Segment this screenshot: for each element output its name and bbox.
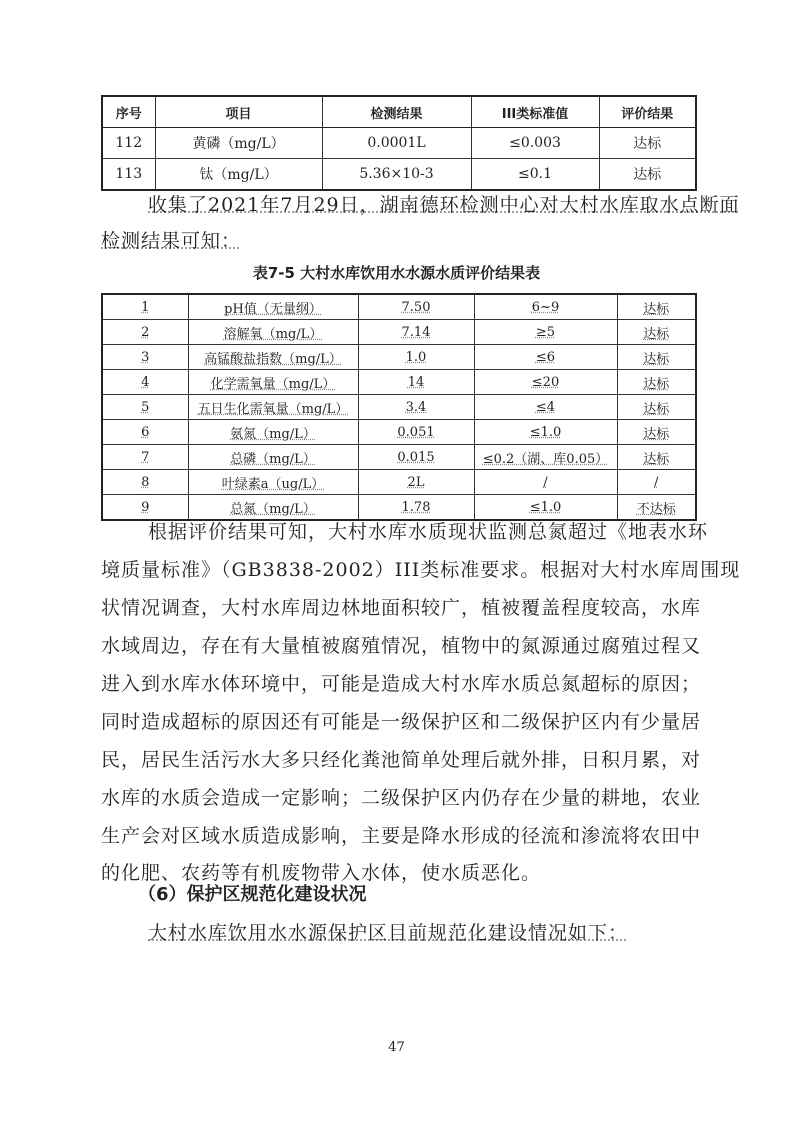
cell-text: 达标	[643, 451, 670, 467]
cell-text: 总磷（mg/L）	[230, 451, 316, 467]
cell-text: ≤20	[531, 374, 560, 390]
section-heading: （6）保护区规范化建设状况	[138, 884, 367, 905]
header-cell: III类标准值	[471, 96, 599, 128]
cell	[358, 395, 474, 420]
cell-text: pH值（无量纲）	[224, 301, 322, 317]
cell	[617, 445, 696, 470]
cell	[617, 470, 696, 495]
cell-text: ≥5	[535, 324, 556, 340]
cell-text: 达标	[643, 326, 670, 342]
cell	[102, 370, 188, 395]
cell	[188, 445, 358, 470]
cell-text: /	[654, 474, 659, 490]
cell	[358, 320, 474, 345]
cell	[617, 395, 696, 420]
table-header-row	[102, 96, 696, 128]
cell-text: 4	[141, 374, 150, 390]
paragraph-line: 境质量标准》（GB3838-2002）III类标准要求。根据对大村水库周围现	[101, 559, 741, 581]
paragraph-line: 生产会对区域水质造成影响，主要是降水形成的径流和渗流将农田中	[101, 825, 702, 847]
cell: ≤0.003	[471, 128, 599, 159]
cell-text: 高锰酸盐指数（mg/L）	[204, 351, 342, 367]
cell-text: 7	[141, 449, 150, 465]
cell	[474, 294, 617, 320]
cell	[102, 470, 188, 495]
cell-text: 6~9	[531, 299, 560, 315]
header-cell: 评价结果	[599, 96, 696, 128]
cell-text: 1.78	[401, 499, 431, 515]
cell-text: 2	[141, 324, 150, 340]
cell-text: 达标	[643, 376, 670, 392]
cell-text: /	[543, 474, 548, 490]
cell	[358, 345, 474, 370]
paragraph-line: 大村水库饮用水水源保护区目前规范化建设情况如下：	[148, 922, 629, 944]
paragraph-line: 水库的水质会造成一定影响；二级保护区内仍存在少量的耕地，农业	[101, 787, 702, 809]
cell	[188, 420, 358, 445]
cell	[617, 345, 696, 370]
cell: 112	[102, 128, 155, 159]
cell	[474, 345, 617, 370]
cell-text: ≤1.0	[529, 424, 562, 440]
paragraph-line: 民，居民生活污水大多只经化粪池简单处理后就外排，日积月累，对	[101, 749, 702, 771]
table-top	[101, 95, 697, 191]
table-row	[102, 445, 696, 470]
cell-text: 8	[141, 474, 150, 490]
cell	[358, 294, 474, 320]
cell-text: 总氮（mg/L）	[230, 501, 316, 517]
cell-text: ≤0.2（湖、库0.05）	[482, 451, 609, 467]
table-caption: 表7-5 大村水库饮用水水源水质评价结果表	[252, 264, 541, 282]
paragraph-line: 进入到水库水体环境中，可能是造成大村水库水质总氮超标的原因；	[101, 673, 702, 695]
page-number: 47	[388, 1040, 405, 1055]
cell	[617, 294, 696, 320]
table-row	[102, 159, 696, 191]
cell	[474, 395, 617, 420]
table-row	[102, 294, 696, 320]
header-cell: 项目	[155, 96, 322, 128]
paragraph-line: 收集了2021年7月29日，湖南德环检测中心对大村水库取水点断面	[148, 194, 740, 216]
cell	[102, 395, 188, 420]
cell	[358, 470, 474, 495]
cell: 0.0001L	[322, 128, 471, 159]
cell-text: 6	[141, 424, 150, 440]
cell	[102, 320, 188, 345]
table-row	[102, 420, 696, 445]
cell	[102, 445, 188, 470]
cell	[474, 445, 617, 470]
cell-text: 2L	[407, 474, 425, 490]
paragraph-line: 检测结果可知：	[101, 230, 242, 252]
cell: ≤0.1	[471, 159, 599, 191]
table-row	[102, 470, 696, 495]
cell	[188, 320, 358, 345]
cell-text: ≤6	[535, 349, 556, 365]
cell: 5.36×10-3	[322, 159, 471, 191]
cell: 113	[102, 159, 155, 191]
cell: 钛（mg/L）	[155, 159, 322, 191]
table-row	[102, 370, 696, 395]
table-row	[102, 395, 696, 420]
cell	[188, 370, 358, 395]
cell	[358, 445, 474, 470]
cell	[188, 470, 358, 495]
cell-text: ≤4	[535, 399, 556, 415]
cell-text: 达标	[643, 426, 670, 442]
cell-text: 0.051	[397, 424, 435, 440]
cell-text: 化学需氧量（mg/L）	[210, 376, 336, 392]
cell-text: 氨氮（mg/L）	[230, 426, 316, 442]
cell-text: 5	[141, 399, 150, 415]
cell-text: 1.0	[405, 349, 427, 365]
cell: 达标	[599, 159, 696, 191]
cell	[358, 420, 474, 445]
cell: 达标	[599, 128, 696, 159]
cell	[617, 370, 696, 395]
paragraph-line: 同时造成超标的原因还有可能是一级保护区和二级保护区内有少量居	[101, 711, 702, 733]
paragraph-line: 根据评价结果可知，大村水库水质现状监测总氮超过《地表水环	[148, 521, 709, 543]
cell	[188, 294, 358, 320]
paragraph-line: 水域周边，存在有大量植被腐殖情况，植物中的氮源通过腐殖过程又	[101, 635, 702, 657]
cell-text: 叶绿素a（ug/L）	[221, 476, 325, 492]
cell-text: 达标	[643, 401, 670, 417]
cell	[617, 420, 696, 445]
cell-text: 7.50	[401, 299, 431, 315]
cell-text: 溶解氧（mg/L）	[223, 326, 323, 342]
cell-text: 不达标	[636, 501, 676, 517]
paragraph-line: 状情况调查，大村水库周边林地面积较广，植被覆盖程度较高，水库	[101, 597, 702, 619]
cell-text: 达标	[643, 301, 670, 317]
cell	[102, 420, 188, 445]
water-quality-table	[101, 293, 697, 521]
cell	[474, 420, 617, 445]
cell	[188, 395, 358, 420]
cell	[102, 294, 188, 320]
cell-text: ≤1.0	[529, 499, 562, 515]
cell-text: 9	[141, 499, 150, 515]
cell-text: 3	[141, 349, 150, 365]
cell	[358, 370, 474, 395]
cell: 黄磷（mg/L）	[155, 128, 322, 159]
cell-text: 0.015	[397, 449, 435, 465]
cell-text: 7.14	[401, 324, 431, 340]
cell-text: 五日生化需氧量（mg/L）	[197, 401, 349, 417]
cell-text: 1	[141, 299, 150, 315]
cell-text: 达标	[643, 351, 670, 367]
cell	[188, 345, 358, 370]
table-row	[102, 128, 696, 159]
header-cell: 检测结果	[322, 96, 471, 128]
cell-text: 14	[407, 374, 425, 390]
cell	[617, 320, 696, 345]
paragraph-line: 的化肥、农药等有机废物带入水体，使水质恶化。	[101, 862, 542, 884]
cell	[474, 320, 617, 345]
table-row	[102, 345, 696, 370]
table-row	[102, 320, 696, 345]
cell	[102, 345, 188, 370]
header-cell: 序号	[102, 96, 155, 128]
cell-text: 3.4	[405, 399, 427, 415]
cell	[474, 370, 617, 395]
cell	[474, 470, 617, 495]
